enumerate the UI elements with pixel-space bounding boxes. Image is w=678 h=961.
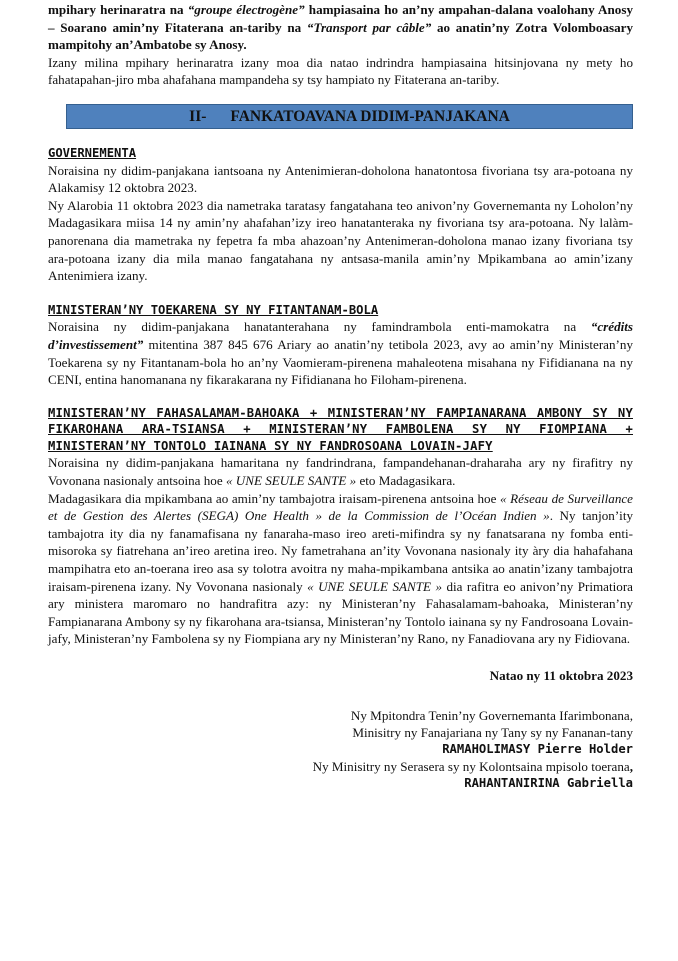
governementa-paragraph-1: Noraisina ny didim-panjakana iantsoana ny Antenimieran-doholona hanatontosa fivoriana tsy ara-potoana ny Alakamisy 12 oktobra 2023. bbox=[48, 162, 633, 196]
intro-paragraph bbox=[48, 1, 633, 54]
closing-date: Natao ny 11 oktobra 2023 bbox=[489, 668, 633, 683]
fahasalamana-term-une-seule-sante-2: « UNE SEULE SANTE » bbox=[307, 578, 443, 594]
signature-1-title: Ny Mpitondra Tenin’ny Governemanta Ifarimbonana, bbox=[350, 707, 633, 723]
toekarena-paragraph bbox=[48, 318, 633, 388]
signature-2-comma: , bbox=[629, 759, 633, 775]
signature-2-role: Ny Minisitry ny Serasera sy ny Kolontsaina mpisolo toerana bbox=[312, 759, 630, 775]
signature-2-role-line bbox=[48, 758, 633, 775]
signature-block bbox=[48, 707, 633, 793]
fahasalamana-term-sega: « Réseau de Surveillance et de Gestion des Alertes (SEGA) One Health » de la Commission de l’Océan Indien » bbox=[48, 490, 633, 524]
intro-text-2: hampiasaina ho an’ny ampahan-dalana voalohany Anosy – Soarano amin’ny Fitaterana an-tariby na bbox=[48, 2, 633, 35]
heading-fahasalamana: MINISTERAN’NY FAHASALAMAM-BAHOAKA + MINISTERAN’NY FAMPIANARANA AMBONY SY NY FIKAROHANA ARA-TSIANSA + MINISTERAN’NY FAMBOLENA SY NY FIOMPIANA + MINISTERAN’NY TONTOLO IAINANA SY NY FANDROSOANA LOVAIN-JAFY bbox=[48, 405, 633, 453]
document-page bbox=[0, 1, 678, 961]
section-number: II- bbox=[189, 107, 207, 125]
signature-2-name: RAHANTANIRINA Gabriella bbox=[464, 776, 633, 791]
intro-term-groupe-electrogene: “groupe électrogène” bbox=[187, 2, 305, 17]
fahasalamana-text-4: . Ny tanjon’ity tambajotra ity dia ny fanamafisana ny fanaraha-maso ireo areti-mifindra sy ny fanatsarana ny fomba enti-misoroka sy fiatrehana an’ireo aretina ireo. Ny fametrahana an’ity Vovonana nasionaly ity àry dia hahafahana mampihatra eto an-toerana ireo asa sy tolotra avoitra ny maha-mpikambana antsika ao anatin’izany tambajotra iraisam-pirenena izany. Ny Vovonana nasionaly bbox=[48, 508, 633, 594]
toekarena-term-credits: “crédits d’investissement” bbox=[48, 319, 633, 352]
fahasalamana-text-2: eto Madagasikara. bbox=[356, 473, 456, 489]
intro-term-transport-par-cable: “Transport par câble” bbox=[306, 19, 432, 35]
signature-1-role: Minisitry ny Fanajariana ny Tany sy ny Fananan-tany bbox=[352, 724, 633, 740]
section-title: FANKATOAVANA DIDIM-PANJAKANA bbox=[230, 107, 510, 125]
intro-text-3: ao anatin’ny Zotra Volomboasary mampitohy an’Ambatobe sy Anosy. bbox=[48, 19, 633, 53]
section-header-bar bbox=[66, 104, 633, 129]
fahasalamana-term-une-seule-sante: « UNE SEULE SANTE » bbox=[225, 473, 357, 489]
intro-text-1: mpihary herinaratra na bbox=[48, 2, 188, 17]
toekarena-text-1: Noraisina ny didim-panjakana hanatanterahana ny famindrambola enti-mamokatra na bbox=[48, 319, 591, 335]
fahasalamana-text-1: Noraisina ny didim-panjakana hamaritana ny fandrindrana, fampandehanan-draharaha ary ny firafitry ny Vovonana nasionaly antsoina hoe bbox=[48, 455, 633, 489]
fahasalamana-text-5: dia rafitra eo anivon’ny Primatiora ary ministera maromaro no handrafitra azy: ny Ministeran’ny Fahasalamam-bahoaka, Ministeran’ny Fampianarana Ambony sy ny fikarohana ara-tsiansa, Ministeran’ny Tontolo iainana sy ny Fandrosoana Lovain-jafy, Ministeran’ny Fambolena sy ny Fiompiana ary ny Ministeran’ny Rano, ny Fanadiovana ary ny Fidiovana. bbox=[48, 578, 633, 647]
fahasalamana-paragraph-1 bbox=[48, 454, 633, 489]
toekarena-text-2: mitentina 387 845 676 Ariary ao anatin’ny tetibola 2023, avy ao amin’ny Ministeran’ny Toekarena sy ny Fitantanam-bola ho an’ny Vaomieram-pirenena mahaleotena misahana ny Fifidianana na ny CENI, entina hanomanana ny fikarakarana ny Fifidianana ho Filoham-pirenena. bbox=[48, 336, 633, 388]
governementa-paragraph-2: Ny Alarobia 11 oktobra 2023 dia nametraka taratasy fangatahana teo anivon’ny Governemanta ny Loholon’ny Madagasikara miisa 14 ny amin’ny ahafahan’izy ireo hanatanteraka ny fivoriana tsy ara-potoana. Ny lalàm-panorenana dia mametraka ny fepetra fa mba ahazoan’ny Antenimeran-doholona manao izany fivoriana tsy ara-potoana izany dia mila manao fangatahana ny antsasa-manila amin’ny Mpikambana ao amin’izany Antenimiera izany. bbox=[48, 197, 633, 284]
intro-paragraph-2: Izany milina mpihary herinaratra izany moa dia natao indrindra hampiasaina hitsinjovana ny mety ho fahatapahan-jiro mba ahafahana mampandeha sy tsy hampiato ny Fitaterana an-tariby. bbox=[48, 54, 633, 88]
signature-1-name: RAMAHOLIMASY Pierre Holder bbox=[442, 742, 633, 756]
heading-toekarena: MINISTERAN’NY TOEKARENA SY NY FITANTANAM-BOLA bbox=[48, 302, 379, 317]
heading-governementa: GOVERNEMENTA bbox=[48, 145, 137, 160]
fahasalamana-paragraph-2 bbox=[48, 490, 633, 648]
fahasalamana-text-3: Madagasikara dia mpikambana ao amin’ny tambajotra iraisam-pirenena antsoina hoe bbox=[48, 490, 501, 506]
